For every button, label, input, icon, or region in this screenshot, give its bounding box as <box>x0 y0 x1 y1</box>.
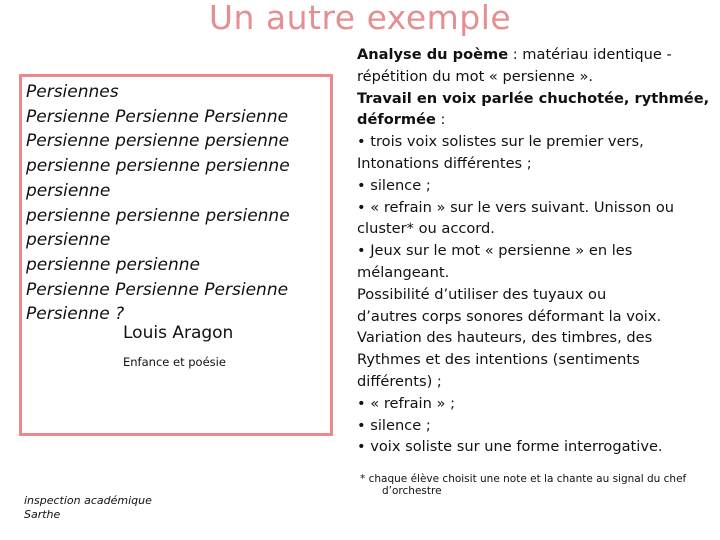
poem-line: Persienne Persienne Persienne <box>26 279 289 300</box>
analysis-text <box>357 44 710 458</box>
analysis-line: d’autres corps sonores déformant la voix. <box>357 307 662 325</box>
analysis-line: • « refrain » ; <box>357 394 455 412</box>
poem-line: Persienne Persienne Persienne <box>26 106 289 127</box>
analysis-line: Variation des hauteurs, des timbres, des <box>357 329 653 347</box>
analysis-line: répétition du mot « persienne ». <box>357 67 594 85</box>
poem-box <box>19 74 333 436</box>
analysis-line: • Jeux sur le mot « persienne » en les <box>357 242 633 260</box>
analysis-line: Intonations différentes ; <box>357 154 532 172</box>
analysis-line: • silence ; <box>357 176 431 194</box>
page-title: Un autre exemple <box>208 0 512 37</box>
analysis-line: • silence ; <box>357 416 431 434</box>
footnote-line: * chaque élève choisit une note et la chante au signal du chef <box>360 473 687 485</box>
analysis-line <box>357 44 707 66</box>
poem-author: Louis Aragon <box>123 323 234 343</box>
poem-line: Persienne persienne persienne <box>26 131 290 152</box>
poem-line: persienne persienne persienne <box>26 156 290 177</box>
analysis-line: Rythmes et des intentions (sentiments <box>357 351 640 369</box>
analysis-line: Travail en voix parlée chuchotée, rythmée, <box>357 89 710 107</box>
poem-line: Persiennes <box>26 82 119 102</box>
poem-book: Enfance et poésie <box>123 355 226 369</box>
poem-text <box>26 80 330 327</box>
poem-line: persienne persienne persienne <box>26 205 290 226</box>
analysis-line: Possibilité d’utiliser des tuyaux ou <box>357 285 607 303</box>
analysis-text-run: : <box>435 111 446 129</box>
analysis-line: • voix soliste sur une forme interrogative. <box>357 438 663 456</box>
footnote-line: d’orchestre <box>382 485 442 497</box>
analysis-line <box>357 109 707 131</box>
footnote <box>360 473 700 497</box>
analysis-line: différents) ; <box>357 372 442 390</box>
analysis-line: cluster* ou accord. <box>357 220 495 238</box>
analysis-heading: déformée <box>357 111 436 129</box>
poem-line: Persienne ? <box>26 304 125 325</box>
analysis-text-run: : matériau identique - <box>508 46 672 63</box>
analysis-line: mélangeant. <box>357 263 450 281</box>
analysis-line: • « refrain » sur le vers suivant. Unisson ou <box>357 198 675 216</box>
analysis-line: • trois voix solistes sur le premier vers, <box>357 133 644 151</box>
poem-line: persienne persienne <box>26 254 200 275</box>
inspection-line: inspection académique <box>24 494 152 507</box>
inspection-line: Sarthe <box>24 508 61 521</box>
poem-line: persienne <box>26 230 111 251</box>
poem-line: persienne <box>26 180 111 201</box>
inspection-label <box>24 494 152 522</box>
analysis-heading: Analyse du poème <box>357 46 509 63</box>
